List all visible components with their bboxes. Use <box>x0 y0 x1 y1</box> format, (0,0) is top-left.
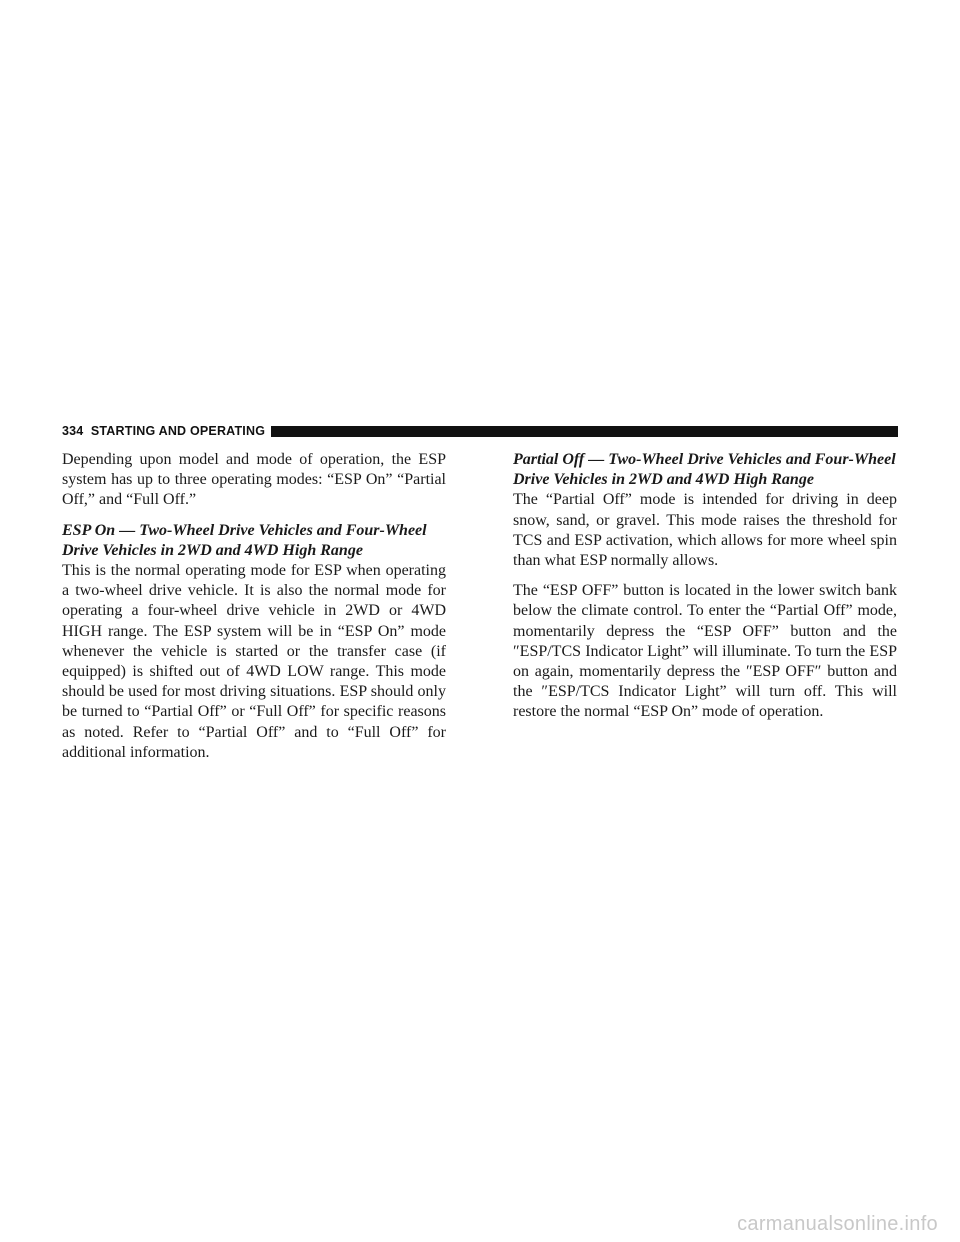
page-header-text <box>62 424 271 438</box>
esp-on-heading: ESP On — Two-Wheel Drive Vehicles and Four-Wheel Drive Vehicles in 2WD and 4WD High Range <box>62 521 427 559</box>
page-header <box>62 423 898 439</box>
watermark: carmanualsonline.info <box>737 1213 938 1235</box>
right-column <box>513 450 897 733</box>
partial-off-heading: Partial Off — Two-Wheel Drive Vehicles and Four-Wheel Drive Vehicles in 2WD and 4WD High Range <box>513 451 896 489</box>
page-number: 334 <box>62 424 84 438</box>
partial-off-paragraph: The “Partial Off” mode is intended for driving in deep snow, sand, or gravel. This mode raises the threshold for TCS and ESP activation, which allows for more wheel spin than what ESP normally allows. <box>513 491 897 570</box>
header-rule-bar <box>271 426 898 437</box>
section-title: STARTING AND OPERATING <box>90 424 266 438</box>
left-column <box>62 450 446 773</box>
esp-off-button-paragraph: The “ESP OFF” button is located in the lower switch bank below the climate control. To enter the “Partial Off” mode, momentarily depress the “ESP OFF” button and the ″ESP/TCS Indicator Light” will illuminate. To turn the ESP on again, momentarily depress the ″ESP OFF″ button and the ″ESP/TCS Indicator Light” will turn off. This will restore the normal “ESP On” mode of operation. <box>513 582 897 721</box>
esp-on-paragraph: This is the normal operating mode for ESP when operating a two-wheel drive vehicle. It is also the normal mode for operating a four-wheel drive vehicle in 2WD or 4WD HIGH range. The ESP system will be in “ESP On” mode whenever the vehicle is started or the transfer case (if equipped) is shifted out of 4WD LOW range. This mode should be used for most driving situations. ESP should only be turned to “Partial Off” or “Full Off” for specific reasons as noted. Refer to “Partial Off” and to “Full Off” for additional information. <box>62 562 446 761</box>
intro-paragraph: Depending upon model and mode of operation, the ESP system has up to three operating modes: “ESP On” “Partial Off,” and “Full Off.” <box>62 451 446 509</box>
